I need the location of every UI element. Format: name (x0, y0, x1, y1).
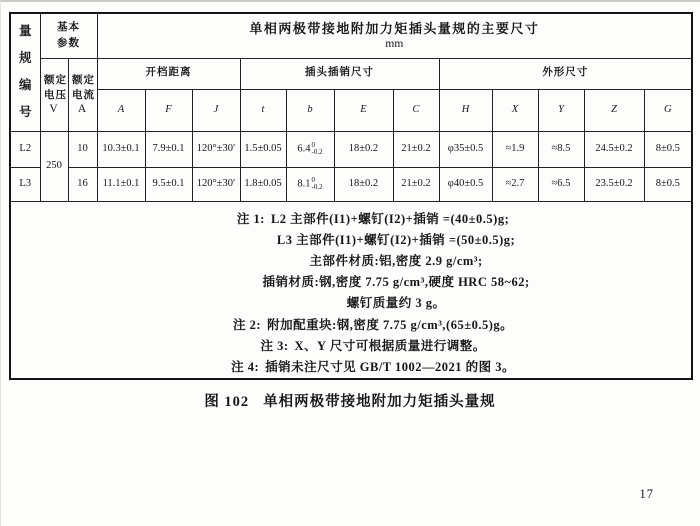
corner-basic-params (40, 13, 97, 58)
note-1-line-1: 注 1: L2 主部件(I1)+螺钉(I2)+插销 =(40±0.5)g; (236, 211, 510, 226)
col-header-t: t (240, 89, 286, 131)
group-header-gap-distance: 开档距离 (97, 58, 240, 89)
value-F: 7.9±0.1 (145, 131, 192, 167)
value-H: φ40±0.5 (439, 167, 492, 201)
page-number: 17 (639, 487, 654, 501)
note-1-line-5: 螺钉质量约 3 g。 (346, 296, 446, 311)
col-header-F: F (145, 89, 192, 131)
value-Y: ≈6.5 (538, 167, 584, 201)
value-C: 21±0.2 (393, 131, 439, 167)
table-row (10, 131, 692, 167)
col-header-Y: Y (538, 89, 584, 131)
col-header-G: G (644, 89, 692, 131)
header-rated-voltage (40, 58, 68, 131)
value-b (286, 167, 334, 201)
value-A: 10.3±0.1 (97, 131, 145, 167)
rated-current-label: 额定电流 (72, 75, 95, 101)
note-1-line-3: 主部件材质:铝,密度 2.9 g/cm³; (309, 253, 483, 268)
notes-section (10, 201, 692, 379)
figure-number: 图 102 (204, 394, 250, 410)
col-header-Z: Z (584, 89, 644, 131)
value-current: 10 (68, 131, 97, 167)
table-unit: mm (385, 38, 404, 51)
value-F: 9.5±0.1 (145, 167, 192, 201)
value-C: 21±0.2 (393, 167, 439, 201)
note-4: 注 4: 插销未注尺寸见 GB/T 1002—2021 的图 3。 (231, 359, 516, 374)
group-header-outline-dimensions: 外形尺寸 (439, 58, 692, 89)
row-id-L3: L3 (10, 167, 40, 201)
value-Y: ≈8.5 (538, 131, 584, 167)
note-3: 注 3: X、Y 尺寸可根据质量进行调整。 (260, 338, 486, 353)
col-header-A: A (97, 89, 145, 131)
b-base: 6.4 (297, 143, 311, 155)
col-header-E: E (334, 89, 393, 131)
value-Z: 24.5±0.2 (584, 131, 644, 167)
col-header-J: J (192, 89, 240, 131)
value-G: 8±0.5 (644, 167, 692, 201)
basic-params-label: 基本参数 (57, 21, 80, 49)
rated-voltage-label: 额定电压 (44, 75, 67, 101)
row-id-L2: L2 (10, 131, 40, 167)
figure-caption (0, 390, 700, 411)
current-unit-label: A (77, 103, 88, 115)
value-b (286, 131, 334, 167)
note-1-line-2: L3 主部件(I1)+螺钉(I2)+插销 =(50±0.5)g; (276, 232, 516, 247)
value-voltage: 250 (40, 131, 68, 201)
col-header-H: H (439, 89, 492, 131)
corner-gauge-number (10, 13, 40, 131)
value-A: 11.1±0.1 (97, 167, 145, 201)
dimensions-table (9, 12, 693, 380)
voltage-unit-label: V (49, 103, 59, 115)
col-header-b: b (286, 89, 334, 131)
value-J: 120°±30′ (192, 167, 240, 201)
value-X: ≈1.9 (492, 131, 538, 167)
group-header-pin-dimensions: 插头插销尺寸 (240, 58, 439, 89)
gauge-number-label: 量规编号 (18, 24, 32, 120)
note-1-line-4: 插销材质:钢,密度 7.75 g/cm³,硬度 HRC 58~62; (262, 275, 530, 290)
b-tolerance: 0 -0.2 (311, 141, 323, 156)
table-row (10, 167, 692, 201)
b-base: 8.1 (297, 178, 311, 190)
value-current: 16 (68, 167, 97, 201)
b-tolerance: 0 -0.2 (311, 176, 323, 191)
value-X: ≈2.7 (492, 167, 538, 201)
figure-title: 单相两极带接地附加力矩插头量规 (263, 394, 496, 410)
value-t: 1.8±0.05 (240, 167, 286, 201)
note-2: 注 2: 附加配重块:钢,密度 7.75 g/cm³,(65±0.5)g。 (233, 317, 514, 332)
col-header-C: C (393, 89, 439, 131)
value-H: φ35±0.5 (439, 131, 492, 167)
header-rated-current (68, 58, 97, 131)
value-J: 120°±30′ (192, 131, 240, 167)
value-t: 1.5±0.05 (240, 131, 286, 167)
table-title: 单相两极带接地附加力矩插头量规的主要尺寸 (249, 21, 540, 37)
value-Z: 23.5±0.2 (584, 167, 644, 201)
value-E: 18±0.2 (334, 131, 393, 167)
col-header-X: X (492, 89, 538, 131)
value-G: 8±0.5 (644, 131, 692, 167)
table-title-cell (97, 13, 692, 58)
value-E: 18±0.2 (334, 167, 393, 201)
